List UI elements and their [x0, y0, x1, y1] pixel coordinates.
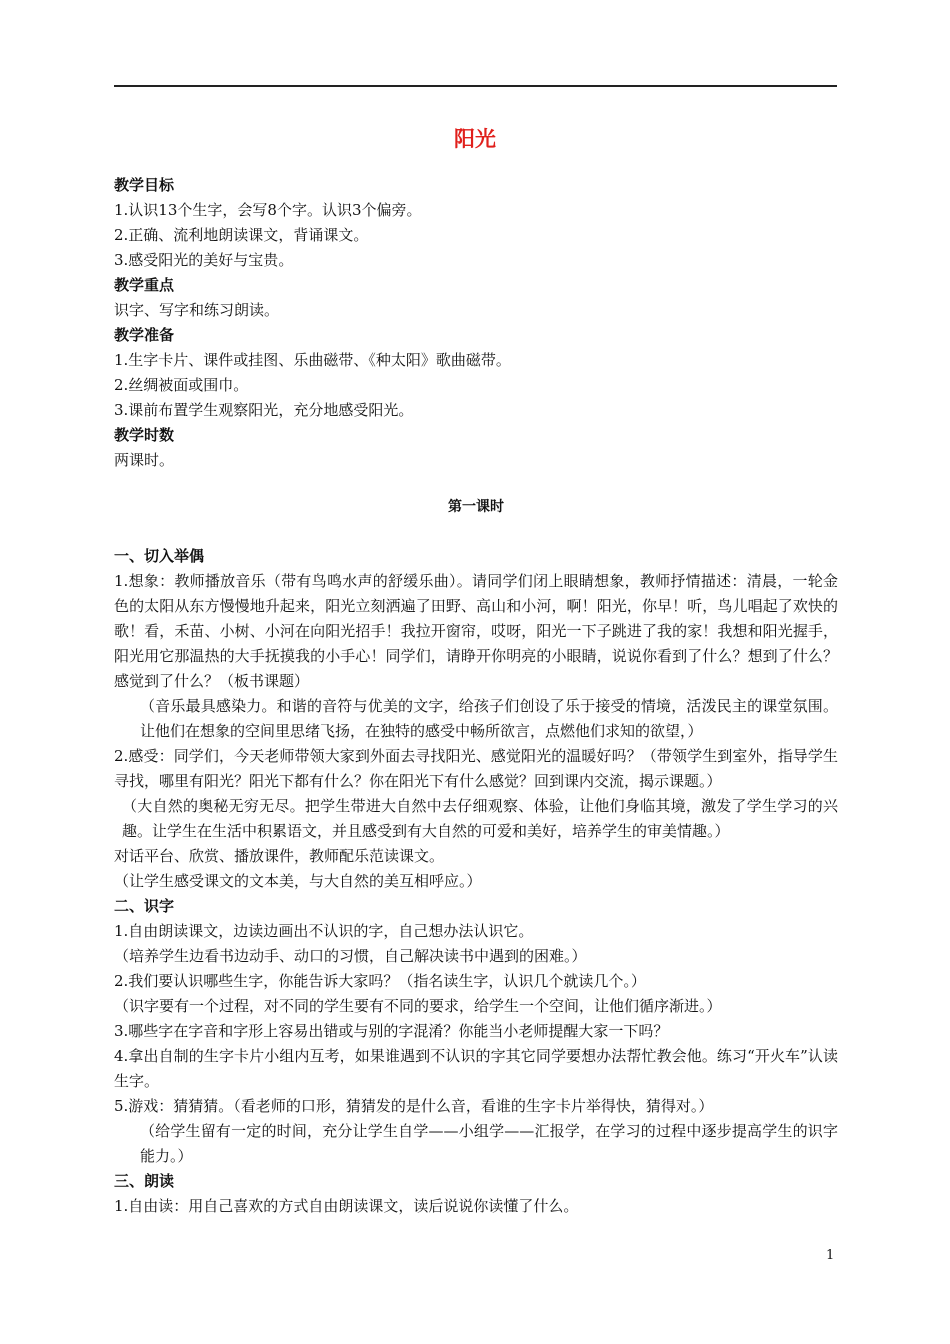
section-heading: 二、识字: [114, 897, 175, 915]
paragraph: 3.哪些字在字音和字形上容易出错或与别的字混淆？你能当小老师提醒大家一下吗？: [114, 1022, 669, 1040]
document-title: 阳光: [454, 127, 496, 151]
goal-item: 2.正确、流利地朗读课文，背诵课文。: [114, 226, 369, 244]
document-body: [114, 173, 838, 1219]
focus-text: 识字、写字和练习朗读。: [114, 301, 280, 319]
goal-item: 1.认识13个生字，会写8个字。认识3个偏旁。: [114, 201, 422, 219]
paragraph: 5.游戏：猜猜猜。（看老师的口形，猜猜发的是什么音，看谁的生字卡片举得快，猜得对。）: [114, 1097, 714, 1115]
prep-item: 2.丝绸被面或围巾。: [114, 376, 249, 394]
hours-heading: 教学时数: [114, 426, 175, 444]
note-paragraph: （给学生留有一定的时间，充分让学生自学——小组学——汇报学，在学习的过程中逐步提高学生的识字能力。）: [140, 1122, 838, 1165]
section-heading: 三、朗读: [114, 1172, 175, 1190]
lesson-title: 第一课时: [448, 499, 504, 515]
note-paragraph: （让学生感受课文的文本美，与大自然的美互相呼应。）: [114, 872, 482, 890]
section-heading: 一、切入举偶: [114, 547, 205, 565]
paragraph: 1.自由朗读课文，边读边画出不认识的字，自己想办法认识它。: [114, 922, 534, 940]
prep-item: 3.课前布置学生观察阳光，充分地感受阳光。: [114, 401, 414, 419]
note-paragraph: （识字要有一个过程，对不同的学生要有不同的要求，给学生一个空间，让他们循序渐进。）: [114, 997, 722, 1015]
page-number: 1: [826, 1248, 835, 1263]
hours-text: 两课时。: [114, 451, 175, 469]
prep-heading: 教学准备: [114, 326, 175, 344]
paragraph: 对话平台、欣赏、播放课件，教师配乐范读课文。: [114, 847, 445, 865]
header-rule: [114, 85, 837, 87]
note-paragraph: （音乐最具感染力。和谐的音符与优美的文字，给孩子们创设了乐于接受的情境，活泼民主的课堂氛围。让他们在想象的空间里思绪飞扬，在独特的感受中畅所欲言，点燃他们求知的欲望，）: [140, 697, 838, 740]
focus-heading: 教学重点: [114, 276, 175, 294]
goals-heading: 教学目标: [114, 176, 175, 194]
note-paragraph: （培养学生边看书边动手、动口的习惯，自己解决读书中遇到的困难。）: [114, 947, 587, 965]
goal-item: 3.感受阳光的美好与宝贵。: [114, 251, 294, 269]
note-paragraph: （大自然的奥秘无穷无尽。把学生带进大自然中去仔细观察、体验，让他们身临其境，激发了学生学习的兴趣。让学生在生活中积累语文，并且感受到有大自然的可爱和美好，培养学生的审美情趣。）: [122, 797, 838, 840]
paragraph: 1.自由读：用自己喜欢的方式自由朗读课文，读后说说你读懂了什么。: [114, 1197, 579, 1215]
paragraph: 1.想象：教师播放音乐（带有鸟鸣水声的舒缓乐曲）。请同学们闭上眼睛想象，教师抒情描述：清晨，一轮金色的太阳从东方慢慢地升起来，阳光立刻洒遍了田野、高山和小河，啊！阳光，你早！听，鸟儿唱起了欢快的歌！看，禾苗、小树、小河在向阳光招手！我拉开窗帘，哎呀，阳光一下子跳进了我的家！我想和阳光握手，阳光用它那温热的大手抚摸我的小手心！同学们，请睁开你明亮的小眼睛，说说你看到了什么？想到了什么？感觉到了什么？（板书课题）: [114, 572, 838, 690]
paragraph: 4.拿出自制的生字卡片小组内互考，如果谁遇到不认识的字其它同学要想办法帮忙教会他。练习“开火车”认读生字。: [114, 1047, 838, 1090]
paragraph: 2.我们要认识哪些生字，你能告诉大家吗？（指名读生字，认识几个就读几个。）: [114, 972, 646, 990]
paragraph: 2.感受：同学们，今天老师带领大家到外面去寻找阳光、感觉阳光的温暖好吗？（带领学生到室外，指导学生寻找，哪里有阳光？阳光下都有什么？你在阳光下有什么感觉？回到课内交流，揭示课题。）: [114, 747, 838, 790]
prep-item: 1.生字卡片、课件或挂图、乐曲磁带、《种太阳》歌曲磁带。: [114, 351, 511, 369]
